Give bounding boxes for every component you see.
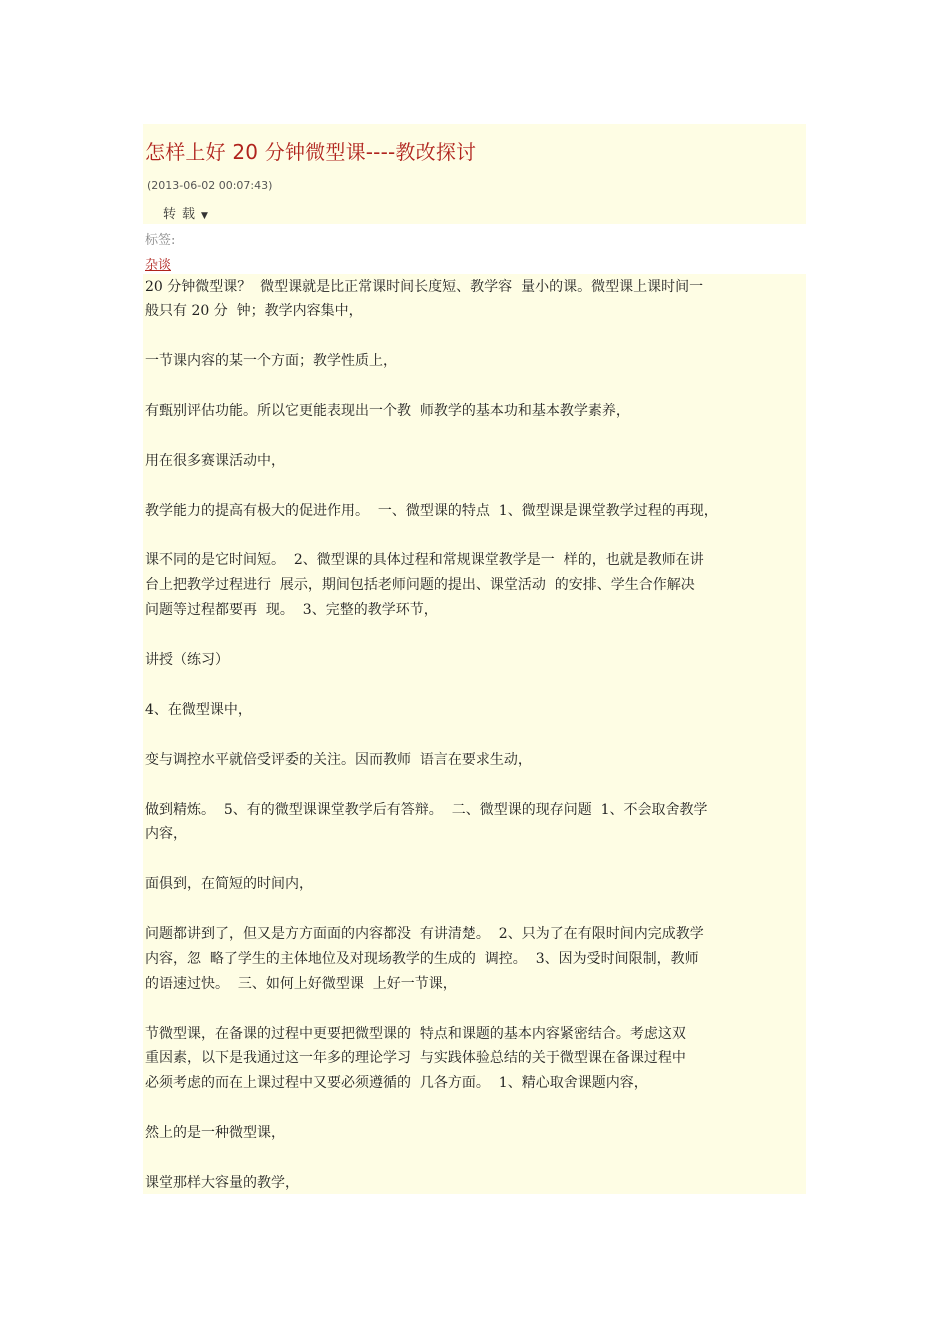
body-line: 用在很多赛课活动中， <box>145 453 285 469</box>
body-line: 有甄别评估功能。所以它更能表现出一个教 师教学的基本功和基本教学素养， <box>145 403 630 419</box>
body-line: 的语速过快。 三、如何上好微型课 上好一节课， <box>145 976 457 992</box>
tag-link[interactable]: 杂谈 <box>145 258 172 273</box>
body-line: 问题都讲到了，但又是方方面面的内容都没 有讲清楚。 2、只为了在有限时间内完成教学 <box>145 926 704 942</box>
body-line: 问题等过程都要再 现。 3、完整的教学环节， <box>145 602 438 618</box>
body-line: 课不同的是它时间短。 2、微型课的具体过程和常规课堂教学是一 样的，也就是教师在讲 <box>145 552 704 568</box>
body-line: 做到精炼。 5、有的微型课课堂教学后有答辩。 二、微型课的现存问题 1、不会取舍教学 <box>145 802 708 818</box>
body-line: 讲授（练习） <box>145 652 229 668</box>
body-line: 台上把教学过程进行 展示，期间包括老师问题的提出、课堂活动 的安排、学生合作解决 <box>145 577 695 593</box>
body-line: 内容， <box>145 826 187 842</box>
body-line: 节微型课，在备课的过程中更要把微型课的 特点和课题的基本内容紧密结合。考虑这双 <box>145 1026 686 1042</box>
body-line: 必须考虑的而在上课过程中又要必须遵循的 几各方面。 1、精心取舍课题内容， <box>145 1075 648 1091</box>
repost-label: 转载 <box>163 207 202 222</box>
body-line: 一节课内容的某一个方面；教学性质上， <box>145 353 397 369</box>
body-line: 重因素，以下是我通过这一年多的理论学习 与实践体验总结的关于微型课在备课过程中 <box>145 1050 686 1066</box>
body-line: 20 分钟微型课？ 微型课就是比正常课时间长度短、教学容 量小的课。微型课上课时间一 <box>145 279 704 295</box>
body-line: 内容，忽 略了学生的主体地位及对现场教学的生成的 调控。 3、因为受时间限制，教师 <box>145 951 699 967</box>
body-line: 面俱到，在简短的时间内， <box>145 876 313 892</box>
body-line: 教学能力的提高有极大的促进作用。 一、微型课的特点 1、微型课是课堂教学过程的再现， <box>145 503 718 519</box>
dropdown-arrow-icon: ▼ <box>201 211 208 221</box>
article-date: (2013-06-02 00:07:43) <box>147 179 273 192</box>
body-line: 然上的是一种微型课， <box>145 1125 285 1141</box>
repost-dropdown[interactable] <box>163 203 208 222</box>
body-line: 变与调控水平就倍受评委的关注。因而教师 语言在要求生动， <box>145 752 532 768</box>
article-title: 怎样上好 20 分钟微型课----教改探讨 <box>145 140 477 164</box>
body-line: 般只有 20 分 钟；教学内容集中， <box>145 303 363 319</box>
tags-label: 标签: <box>145 233 176 248</box>
body-line: 课堂那样大容量的教学， <box>145 1175 299 1191</box>
body-line: 4、在微型课中， <box>145 702 252 718</box>
